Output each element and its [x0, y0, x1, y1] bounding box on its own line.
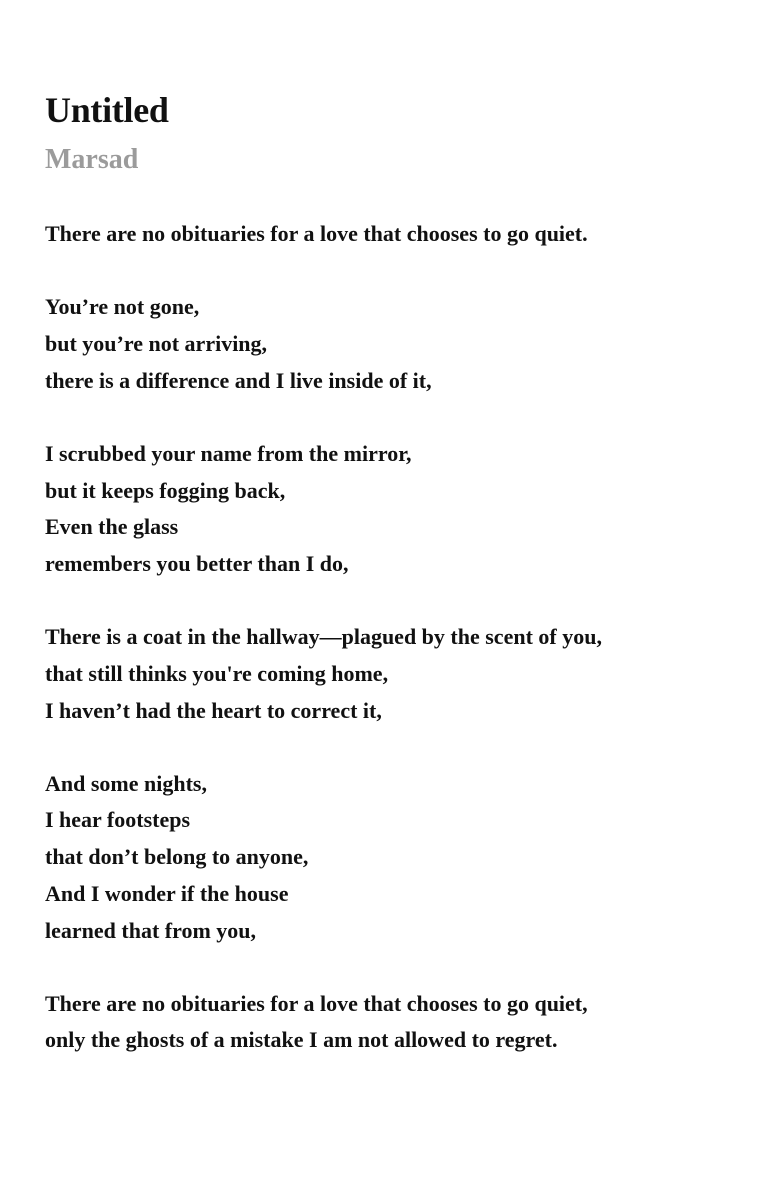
- stanza: [45, 289, 735, 399]
- poem-line: You’re not gone,: [45, 294, 200, 320]
- poem-line: And I wonder if the house: [45, 880, 289, 906]
- poem-line: There is a coat in the hallway—plagued by the scent of you,: [45, 624, 602, 650]
- poem-line: there is a difference and I live inside of it,: [45, 367, 432, 393]
- poem-line: that don’t belong to anyone,: [45, 844, 309, 870]
- poem-line: I haven’t had the heart to correct it,: [45, 697, 382, 723]
- poem-line: And some nights,: [45, 770, 207, 796]
- poem-line: only the ghosts of a mistake I am not allowed to regret.: [45, 1027, 558, 1053]
- poem-line: learned that from you,: [45, 917, 257, 943]
- poem-line: Even the glass: [45, 514, 179, 540]
- poem-line: There are no obituaries for a love that chooses to go quiet,: [45, 990, 588, 1016]
- poem-line: but you’re not arriving,: [45, 330, 268, 356]
- poem-line: I hear footsteps: [45, 807, 191, 833]
- poem-author: Marsad: [45, 144, 139, 175]
- poem-line: There are no obituaries for a love that chooses to go quiet.: [45, 221, 588, 246]
- stanza: [45, 766, 735, 950]
- poem-line: remembers you better than I do,: [45, 550, 349, 576]
- stanza: [45, 216, 735, 253]
- poem-page: [45, 88, 735, 1096]
- poem-body: [45, 216, 735, 1059]
- poem-title: Untitled: [45, 90, 169, 130]
- poem-line: I scrubbed your name from the mirror,: [45, 440, 412, 466]
- stanza: [45, 986, 735, 1059]
- stanza: [45, 436, 735, 583]
- stanza: [45, 619, 735, 729]
- poem-line: but it keeps fogging back,: [45, 477, 286, 503]
- poem-line: that still thinks you're coming home,: [45, 660, 389, 686]
